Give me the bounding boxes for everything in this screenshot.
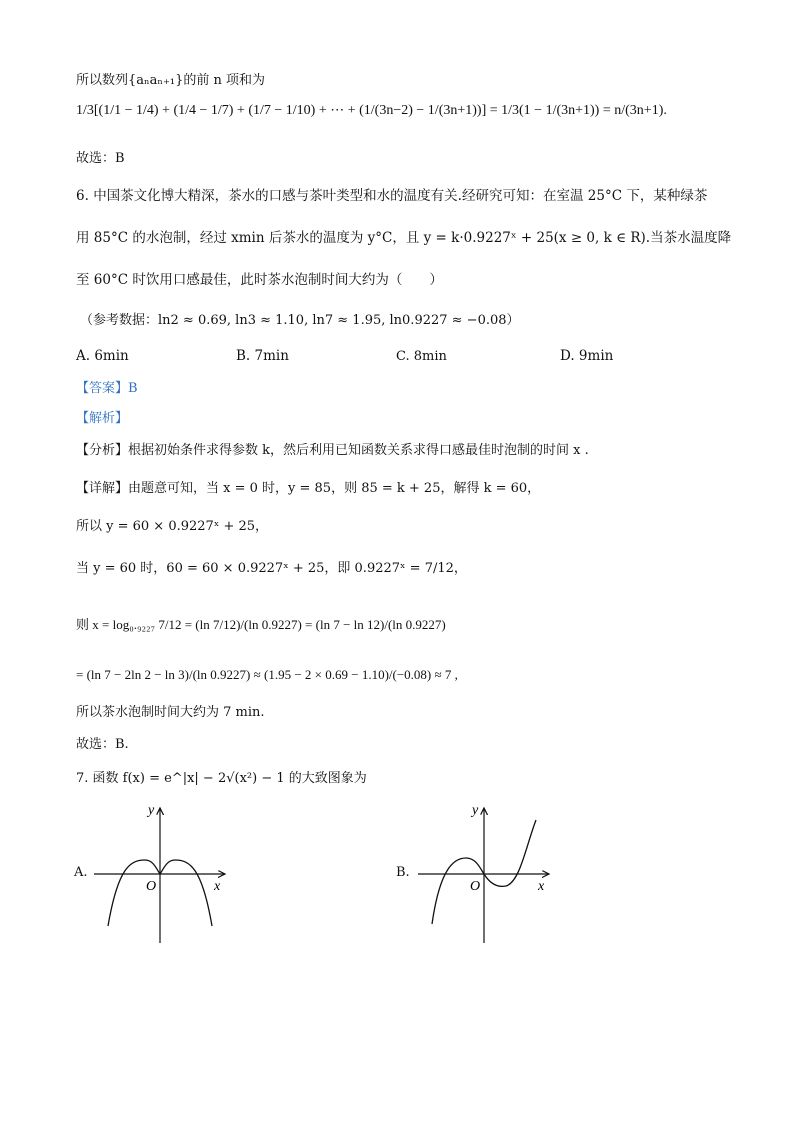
step-3: 则 x = log₀.₉₂₂₇ 7/12 = (ln 7/12)/(ln 0.9227) = (ln 7 − ln 12)/(ln 0.9227) xyxy=(76,617,446,632)
q7-line: 7. 函数 f(x) = e^|x| − 2√(x²) − 1 的大致图象为 xyxy=(76,771,367,786)
q5-choose: 故选：B xyxy=(76,151,125,166)
q6-reference: （参考数据：ln2 ≈ 0.69, ln3 ≈ 1.10, ln7 ≈ 1.95, ln0.9227 ≈ −0.08） xyxy=(80,313,520,328)
graph-a xyxy=(90,798,240,948)
q6-line2: 用 85°C 的水泡制，经过 xmin 后茶水的温度为 y°C，且 y = k·0.9227ˣ + 25(x ≥ 0, k ∈ R).当茶水温度降 xyxy=(76,230,732,246)
step-1: 所以 y = 60 × 0.9227ˣ + 25， xyxy=(76,519,269,534)
graph-b-label: B. xyxy=(396,865,410,880)
answer-tag: 【答案】B xyxy=(76,381,138,396)
q6-option-c: C. 8min xyxy=(396,349,447,364)
analysis-line: 【分析】根据初始条件求得参数 k，然后利用已知函数关系求得口感最佳时泡制的时间 x . xyxy=(76,443,589,458)
q6-option-a: A. 6min xyxy=(76,348,129,364)
graph-b xyxy=(414,798,564,948)
q6-option-d: D. 9min xyxy=(560,348,614,364)
conclusion: 所以茶水泡制时间大约为 7 min. xyxy=(76,705,265,720)
q6-choose: 故选：B. xyxy=(76,737,129,752)
q6-line1: 6. 中国茶文化博大精深，茶水的口感与茶叶类型和水的温度有关.经研究可知：在室温 25°C 下，某种绿茶 xyxy=(76,188,708,204)
graph-a-origin: O xyxy=(146,879,157,894)
sum-formula: 1/3[(1/1 − 1/4) + (1/4 − 1/7) + (1/7 − 1/10) + ⋯ + (1/(3n−2) − 1/(3n+1))] = 1/3(1 − 1/(3n+1)) = n/(3n+1). xyxy=(76,103,667,118)
q6-line3: 至 60°C 时饮用口感最佳，此时茶水泡制时间大约为（ ） xyxy=(76,272,443,288)
step-4: = (ln 7 − 2ln 2 − ln 3)/(ln 0.9227) ≈ (1.95 − 2 × 0.69 − 1.10)/(−0.08) ≈ 7 , xyxy=(76,667,458,682)
graph-b-x-label: x xyxy=(538,879,545,894)
graph-a-y-label: y xyxy=(148,803,155,818)
graph-a-label: A. xyxy=(74,865,88,880)
q6-number: 6. xyxy=(76,188,89,204)
step-2: 当 y = 60 时，60 = 60 × 0.9227ˣ + 25，即 0.9227ˣ = 7/12， xyxy=(76,561,467,576)
detail-line: 【详解】由题意可知，当 x = 0 时，y = 85，则 85 = k + 25，解得 k = 60， xyxy=(76,481,541,496)
q6-option-b: B. 7min xyxy=(236,348,289,364)
graph-a-x-label: x xyxy=(214,879,221,894)
graph-b-y-label: y xyxy=(472,803,479,818)
intro-line: 所以数列{aₙaₙ₊₁}的前 n 项和为 xyxy=(76,73,266,88)
analysis-tag: 【解析】 xyxy=(76,411,129,426)
graph-b-origin: O xyxy=(470,879,481,894)
